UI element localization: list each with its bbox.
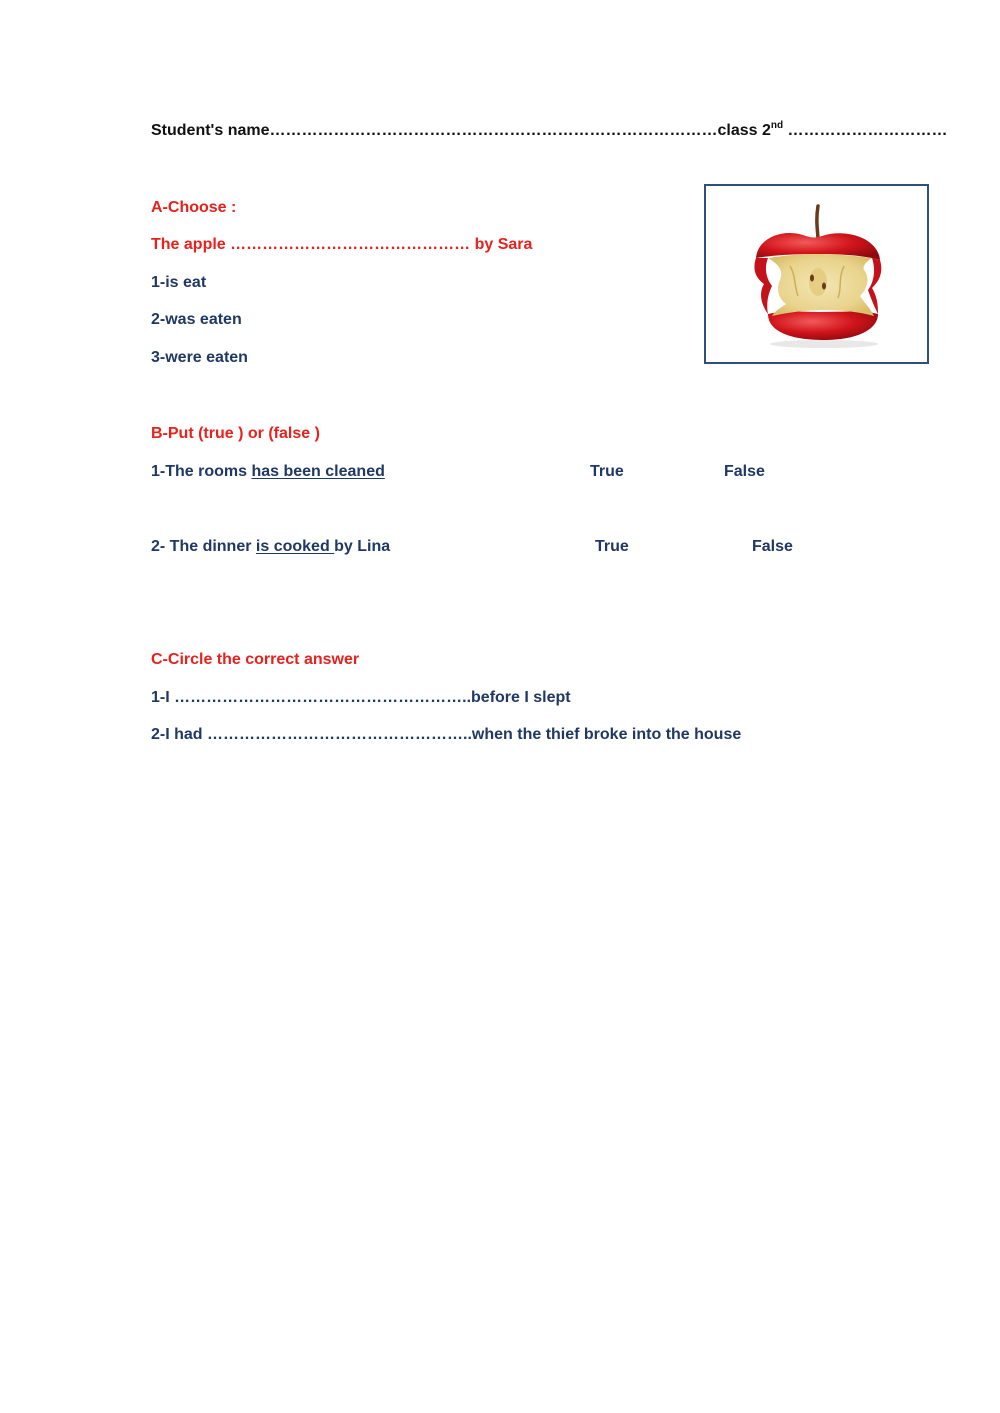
student-name-line <box>151 121 948 141</box>
statement-2-suffix: by Lina <box>334 538 391 555</box>
circle-item-2-blank[interactable]: ………………………………………….. <box>207 726 472 743</box>
statement-2-underlined: is cooked <box>255 538 335 555</box>
circle-item-2 <box>151 725 741 745</box>
statement-1-true-label: True <box>590 463 624 480</box>
student-name-blank[interactable]: ………………………………………………………………………… <box>269 122 718 139</box>
section-a-prompt <box>151 235 532 255</box>
circle-item-1-blank[interactable]: ……………………………………………….. <box>174 689 472 706</box>
section-a-prompt-start: The apple <box>151 236 231 253</box>
section-a-prompt-blank[interactable]: ……………………………………… <box>230 236 475 253</box>
option-3[interactable]: 3-were eaten <box>151 349 248 366</box>
section-a-prompt-end: by Sara <box>474 236 533 253</box>
class-blank[interactable]: ………………………… <box>783 122 948 139</box>
circle-item-1-start: 1-I <box>151 689 175 706</box>
statement-1-false[interactable]: False <box>724 463 765 480</box>
statement-2-prefix: 2- The dinner <box>151 538 256 555</box>
section-c-title: C-Circle the correct answer <box>151 651 360 668</box>
class-superscript: nd <box>770 119 784 131</box>
circle-item-2-start: 2-I had <box>151 726 208 743</box>
option-1[interactable]: 1-is eat <box>151 274 207 291</box>
statement-2 <box>151 537 390 557</box>
circle-item-1-end: before I slept <box>471 689 571 706</box>
circle-item-2-end: when the thief broke into the house <box>471 726 742 743</box>
statement-2-false[interactable]: False <box>752 538 793 555</box>
statement-1-true[interactable] <box>590 462 624 482</box>
statement-2-true[interactable]: True <box>595 538 629 555</box>
apple-core-image <box>704 184 929 364</box>
apple-core-icon <box>706 186 927 362</box>
statement-1-underlined: has been cleaned <box>251 463 385 480</box>
class-label: class 2 <box>717 122 771 139</box>
statement-1 <box>151 462 385 482</box>
section-b-title: B-Put (true ) or (false ) <box>151 425 320 442</box>
statement-1-prefix: 1-The rooms <box>151 463 252 480</box>
student-name-label: Student's name <box>151 122 270 139</box>
section-a-title: A-Choose : <box>151 199 237 216</box>
option-2[interactable]: 2-was eaten <box>151 311 242 328</box>
circle-item-1 <box>151 688 571 708</box>
